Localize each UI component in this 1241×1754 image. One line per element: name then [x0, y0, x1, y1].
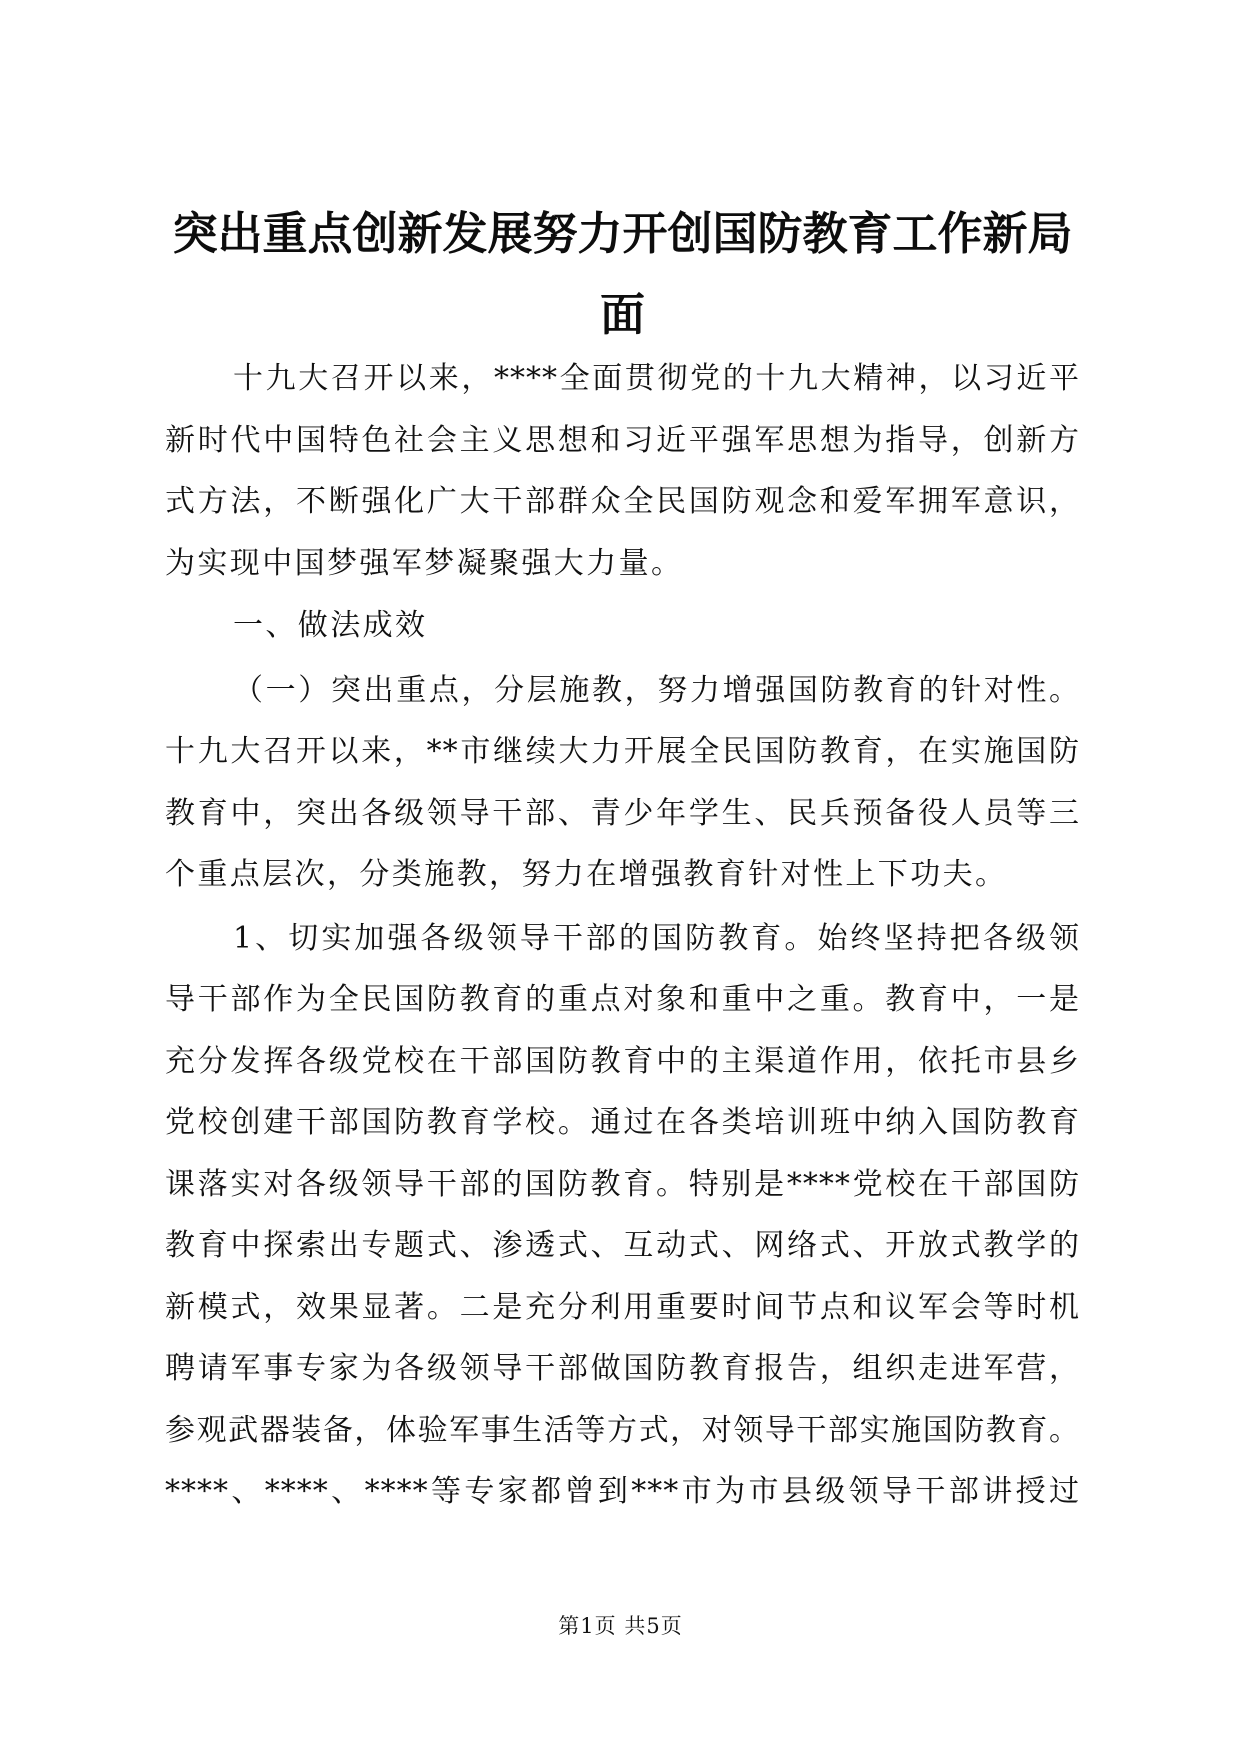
text-line: 课落实对各级领导干部的国防教育。特别是****党校在干部国防 — [165, 1166, 1080, 1202]
text-line: 为实现中国梦强军梦凝聚强大力量。 — [165, 545, 684, 581]
text-line: 一、做法成效 — [233, 608, 428, 643]
text-line: 教育中，突出各级领导干部、青少年学生、民兵预备役人员等三 — [165, 795, 1080, 831]
text-line: 参观武器装备，体验军事生活等方式，对领导干部实施国防教育。 — [165, 1412, 1080, 1448]
text-line: 式方法，不断强化广大干部群众全民国防观念和爱军拥军意识， — [165, 484, 1080, 519]
section-heading — [165, 595, 1080, 657]
paragraph-subsection-1 — [165, 660, 1080, 906]
text-line: 新时代中国特色社会主义思想和习近平强军思想为指导，创新方 — [165, 422, 1080, 458]
page-number-footer: 第1页 共5页 — [558, 1614, 683, 1638]
text-line: （一）突出重点，分层施教，努力增强国防教育的针对性。 — [233, 672, 1080, 708]
text-line: 个重点层次，分类施教，努力在增强教育针对性上下功夫。 — [165, 857, 1008, 892]
text-line: 教育中探索出专题式、渗透式、互动式、网络式、开放式教学的 — [165, 1228, 1080, 1263]
document-body — [165, 348, 1080, 1523]
text-line: 新模式，效果显著。二是充分利用重要时间节点和议军会等时机 — [165, 1289, 1080, 1325]
text-line: 党校创建干部国防教育学校。通过在各类培训班中纳入国防教育 — [165, 1105, 1080, 1140]
text-line: 十九大召开以来，**市继续大力开展全民国防教育，在实施国防 — [165, 734, 1080, 769]
text-line: ****、****、****等专家都曾到***市为市县级领导干部讲授过 — [165, 1474, 1080, 1509]
paragraph-item-1 — [165, 908, 1080, 1523]
paragraph-intro — [165, 348, 1080, 594]
text-line: 导干部作为全民国防教育的重点对象和重中之重。教育中，一是 — [165, 982, 1080, 1017]
document-title: 突出重点创新发展努力开创国防教育工作新局面 — [172, 207, 1073, 341]
text-line: 十九大召开以来，****全面贯彻党的十九大精神，以习近平 — [233, 361, 1080, 396]
text-line: 1、切实加强各级领导干部的国防教育。始终坚持把各级领 — [233, 920, 1080, 956]
text-line: 聘请军事专家为各级领导干部做国防教育报告，组织走进军营， — [165, 1351, 1080, 1386]
text-line: 充分发挥各级党校在干部国防教育中的主渠道作用，依托市县乡 — [165, 1043, 1080, 1079]
